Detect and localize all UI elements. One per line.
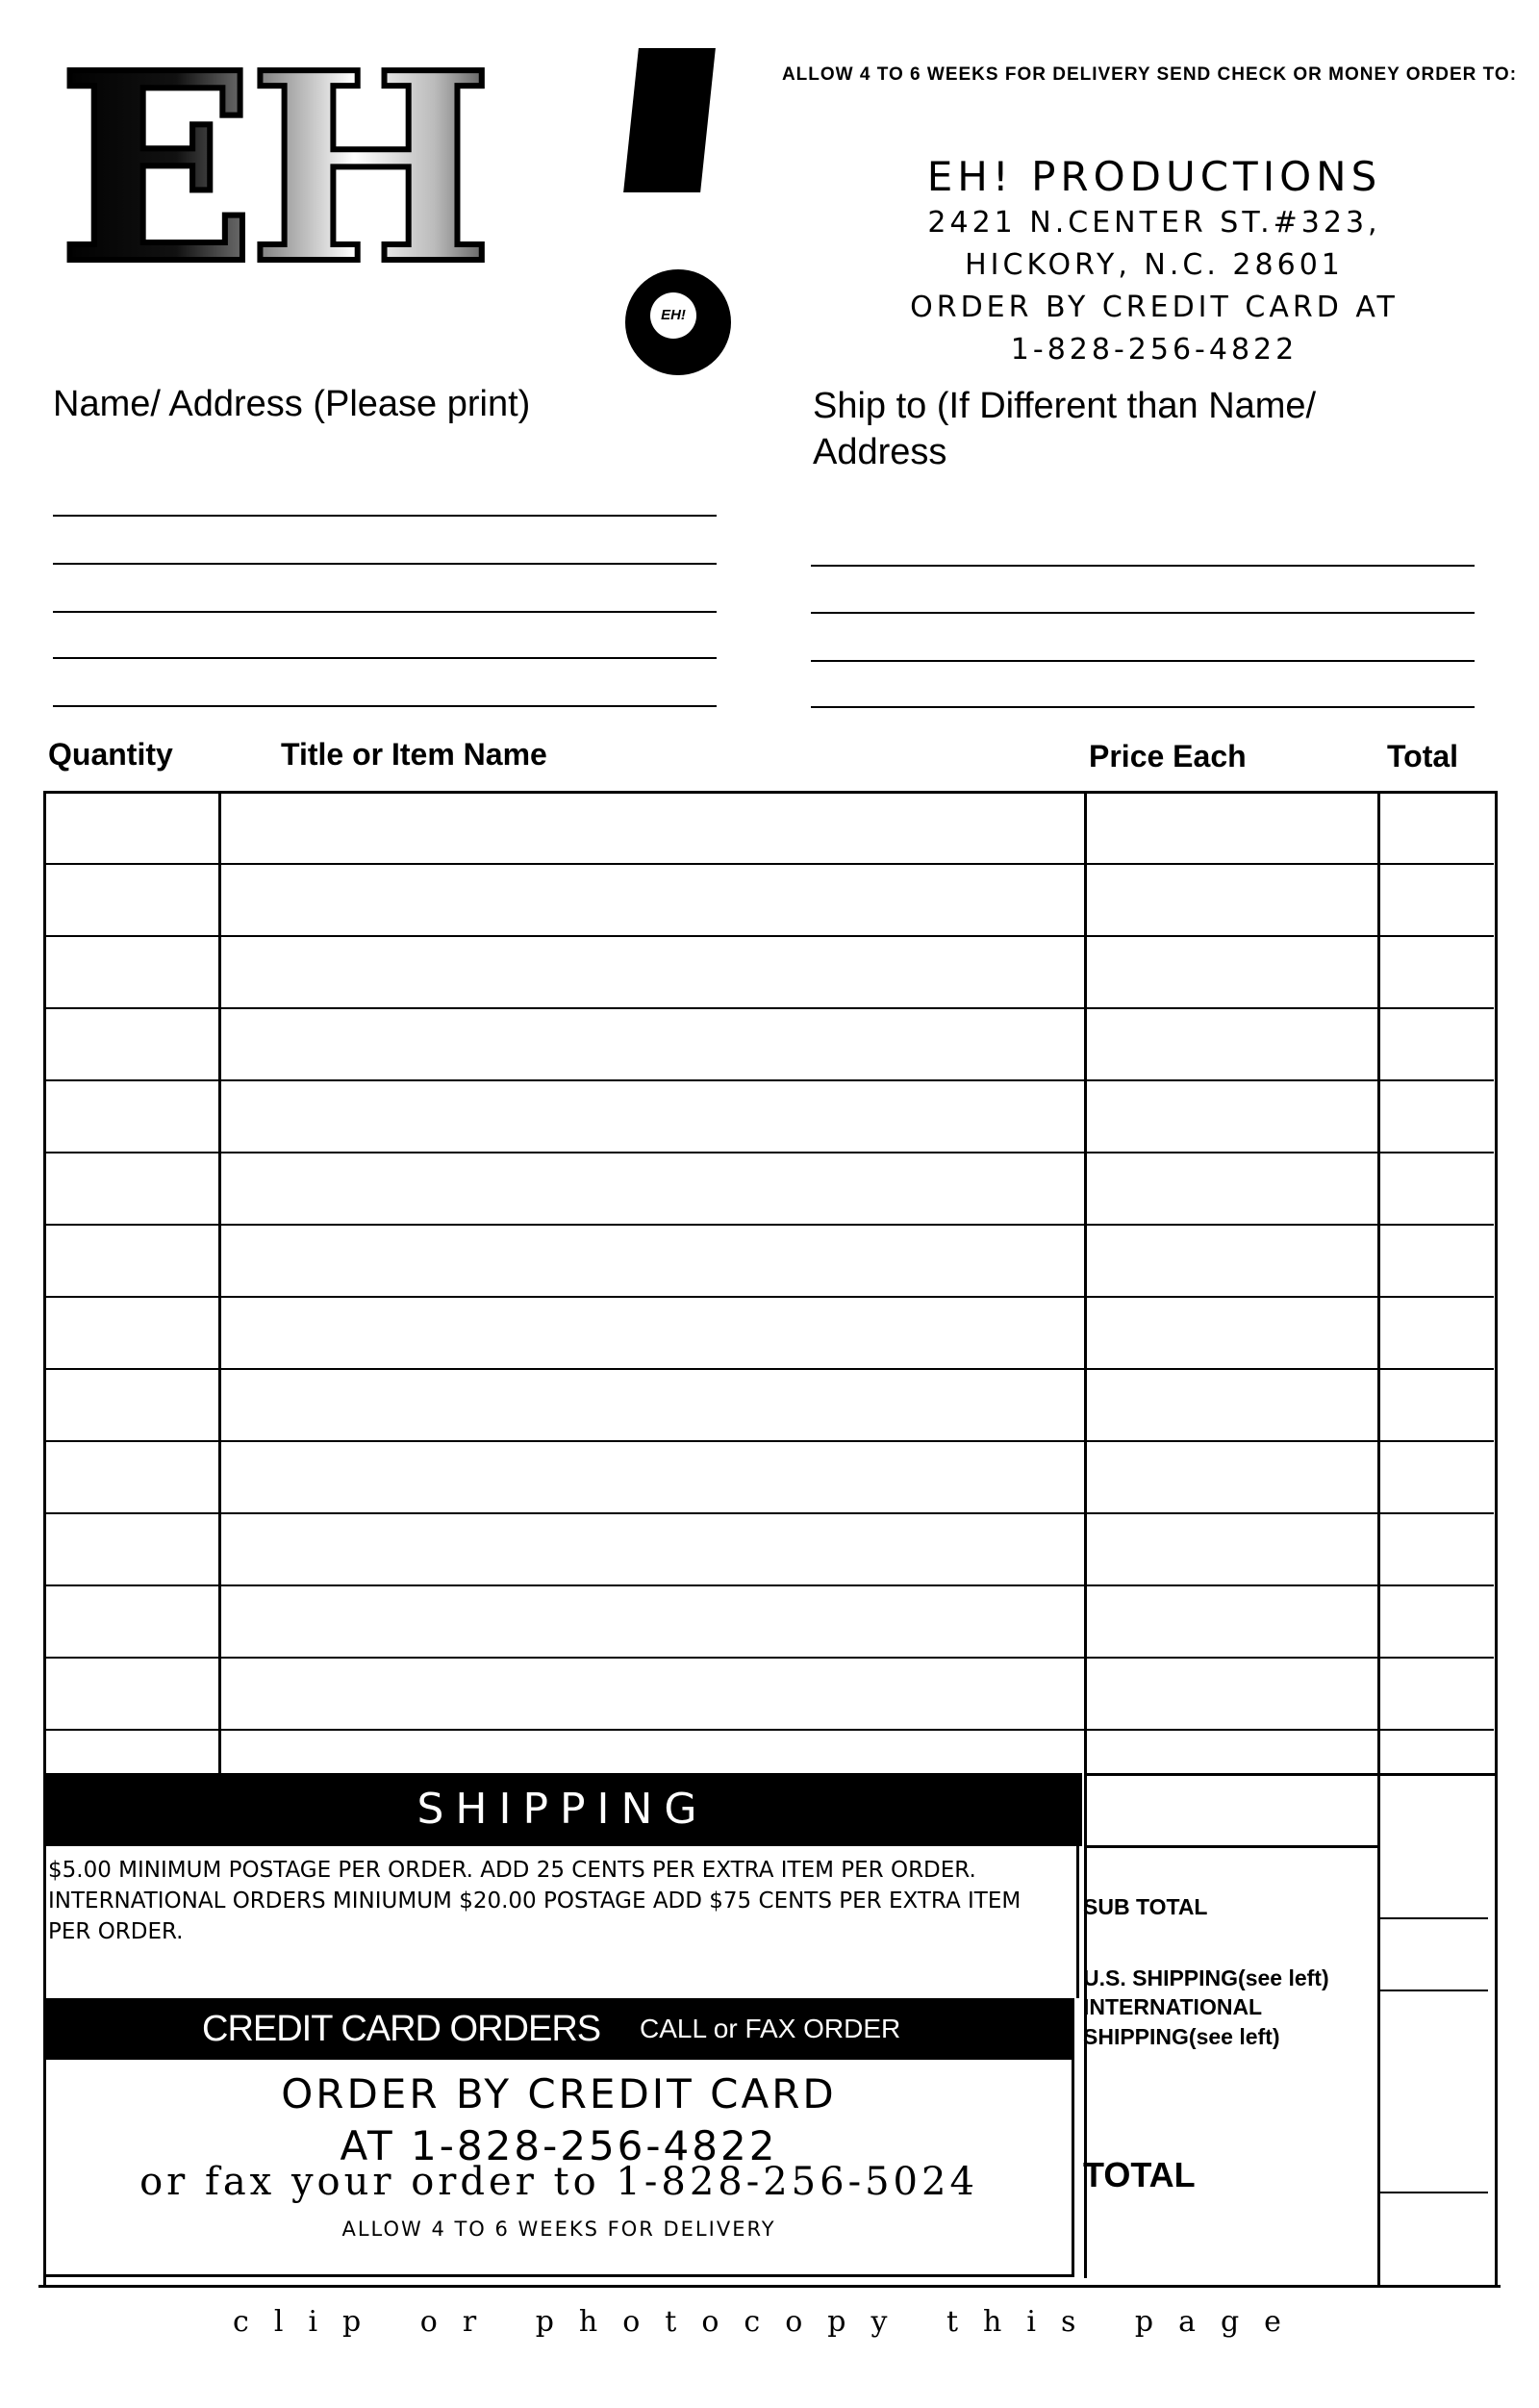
shipping-domestic: $5.00 MINIMUM POSTAGE PER ORDER. ADD 25 CENTS PER EXTRA ITEM PER ORDER. xyxy=(48,1858,976,1883)
table-row[interactable] xyxy=(46,1152,1494,1153)
table-row[interactable] xyxy=(46,1512,1494,1514)
shipping-heading: SHIPPING xyxy=(43,1773,1082,1846)
name-address-line[interactable] xyxy=(53,611,717,613)
credit-card-subtitle: CALL or FAX ORDER xyxy=(640,2014,901,2043)
phone-number: 1-828-256-4822 xyxy=(1010,333,1299,367)
us-shipping-label: U.S. SHIPPING(see left) xyxy=(1083,1965,1329,1990)
table-row[interactable] xyxy=(46,1729,1494,1731)
header-quantity: Quantity xyxy=(48,737,173,772)
subtotal-label: SUB TOTAL xyxy=(1083,1894,1208,1919)
delivery-reminder: ALLOW 4 TO 6 WEEKS FOR DELIVERY xyxy=(341,2218,776,2241)
ship-to-line[interactable] xyxy=(811,565,1475,567)
logo-text: EH xyxy=(58,38,596,298)
logo-badge: EH! xyxy=(650,292,696,339)
table-row[interactable] xyxy=(46,1368,1494,1370)
intl-shipping-label-2: SHIPPING(see left) xyxy=(1083,2024,1280,2049)
logo xyxy=(58,15,596,321)
table-row[interactable] xyxy=(46,1296,1494,1298)
divider-qty xyxy=(218,791,221,1773)
divider-total xyxy=(1377,791,1380,2288)
name-address-line[interactable] xyxy=(53,705,717,707)
header-title: Title or Item Name xyxy=(281,737,547,772)
table-row[interactable] xyxy=(46,1440,1494,1442)
credit-card-title: CREDIT CARD ORDERS xyxy=(202,2009,601,2049)
fax-order-text: or fax your order to 1-828-256-5024 xyxy=(139,2160,978,2204)
totals-rule xyxy=(1084,1845,1377,1848)
ship-to-line[interactable] xyxy=(811,706,1475,708)
ship-to-line[interactable] xyxy=(811,660,1475,662)
name-address-label: Name/ Address (Please print) xyxy=(53,384,531,424)
ship-to-line[interactable] xyxy=(811,612,1475,614)
table-row[interactable] xyxy=(46,1657,1494,1659)
subtotal-field[interactable] xyxy=(1377,1917,1488,1919)
mailing-address xyxy=(827,152,1481,371)
price-rule xyxy=(1084,1773,1498,1776)
table-row[interactable] xyxy=(46,1224,1494,1226)
name-address-line[interactable] xyxy=(53,515,717,517)
intl-shipping-label-1: INTERNATIONAL xyxy=(1083,1994,1263,2019)
address-line-1: 2421 N.CENTER ST.#323, xyxy=(927,206,1381,240)
order-by-card-text: ORDER BY CREDIT CARD xyxy=(281,2070,837,2117)
shipping-rates xyxy=(48,1855,1068,1947)
header-total: Total xyxy=(1387,739,1459,773)
logo-exclamation xyxy=(625,48,731,375)
us-shipping-field[interactable] xyxy=(1377,1990,1488,1991)
order-by-card-line: ORDER BY CREDIT CARD AT xyxy=(910,291,1399,324)
delivery-note: ALLOW 4 TO 6 WEEKS FOR DELIVERY SEND CHECK OR MONEY ORDER TO: xyxy=(781,64,1518,85)
address-line-2: HICKORY, N.C. 28601 xyxy=(965,248,1344,282)
clip-instruction: clip or photocopy this page xyxy=(233,2305,1306,2339)
ship-to-label: Ship to (If Different than Name/ Address xyxy=(813,386,1317,472)
shipping-international: INTERNATIONAL ORDERS MINIUMUM $20.00 POSTAGE ADD $75 CENTS PER EXTRA ITEM PER ORDER. xyxy=(48,1888,1022,1944)
table-row[interactable] xyxy=(46,863,1494,865)
credit-card-heading xyxy=(43,1998,1074,2060)
total-label: TOTAL xyxy=(1083,2155,1196,2194)
total-field[interactable] xyxy=(1377,2192,1488,2193)
table-row[interactable] xyxy=(46,935,1494,937)
name-address-line[interactable] xyxy=(53,563,717,565)
table-row[interactable] xyxy=(46,1007,1494,1009)
table-row[interactable] xyxy=(46,1079,1494,1081)
table-row[interactable] xyxy=(46,1584,1494,1586)
exclamation-dot xyxy=(625,269,731,375)
exclamation-bar xyxy=(623,48,716,192)
header-price: Price Each xyxy=(1089,739,1247,773)
company-name: EH! PRODUCTIONS xyxy=(926,153,1382,200)
order-phone-text: AT 1-828-256-4822 xyxy=(340,2122,778,2169)
divider-price xyxy=(1084,791,1087,2278)
bottom-rule xyxy=(38,2285,1501,2288)
name-address-line[interactable] xyxy=(53,657,717,659)
